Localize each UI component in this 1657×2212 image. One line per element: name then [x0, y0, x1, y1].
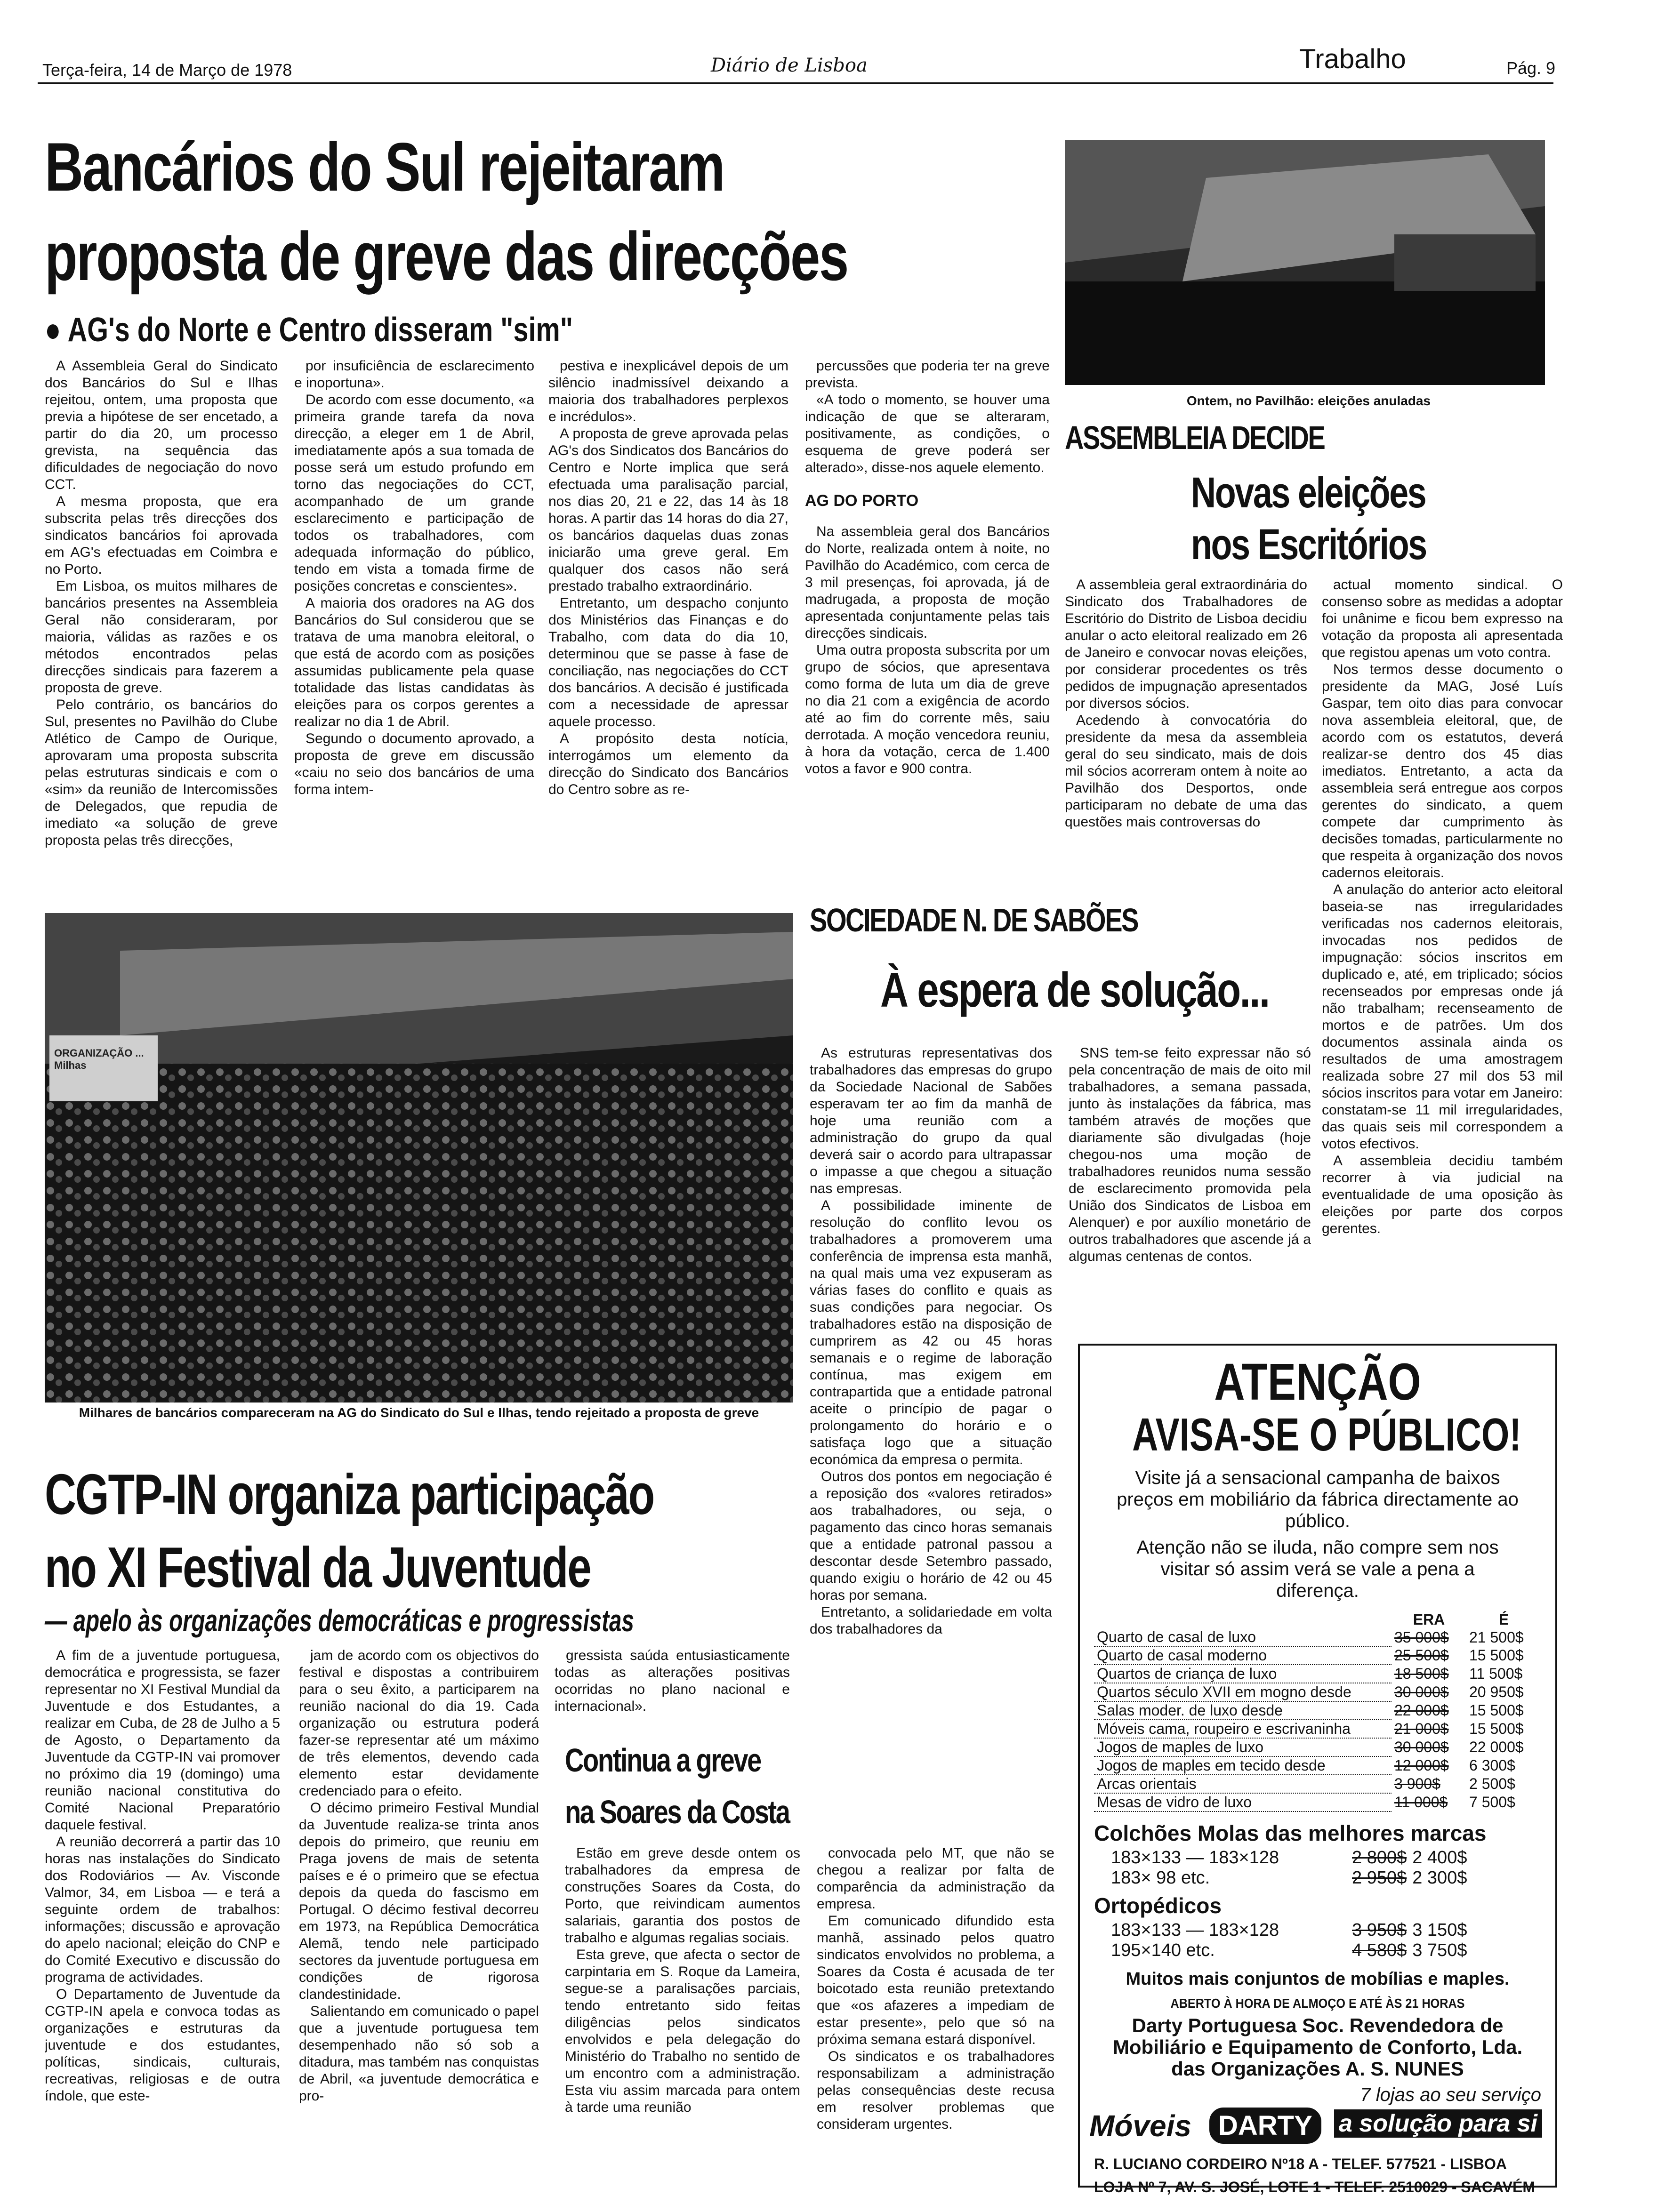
escritorios-headline-2: nos Escritórios	[1191, 521, 1426, 569]
bancarios-col-1	[45, 358, 278, 875]
paragraph: A mesma proposta, que era subscrita pelas três direcções dos sindicatos bancários foi aprovada em AG's efectuadas em Coimbra e no Porto.	[45, 494, 278, 577]
soares-headline: na Soares da Costa	[565, 1794, 789, 1830]
paragraph: SNS tem-se feito expressar não só pela concentração de mais de oito mil trabalhadores, a semana passada, junto às instalações da fábrica, mas também através de moções que diariamente são divulgadas (hoje chegou-nos uma moção de trabalhadores reunidos numa sessão de esclarecimento promovida pela União dos Sindicatos de Lisboa em Alenquer) e por auxílio monetário de outros trabalhadores que ascende já a algumas centenas de contos.	[1069, 1045, 1311, 1264]
masthead-rule	[38, 82, 1553, 84]
price-item-name: Quartos de criança de luxo	[1094, 1665, 1392, 1683]
paragraph: gressista saúda entusiasticamente todas as alterações positivas ocorridas no plano nacional e internacional».	[555, 1648, 790, 1714]
cgtp-headline-2: no XI Festival da Juventude	[45, 1535, 591, 1599]
escritorios-photo	[1065, 140, 1545, 385]
price-item-name: Quarto de casal de luxo	[1094, 1628, 1392, 1646]
paragraph: Os sindicatos e os trabalhadores responsabilizam a administração pelas consequências deste recusa em resolver problemas que consideram urgentes.	[817, 2049, 1054, 2132]
paragraph: Entretanto, a solidariedade em volta dos trabalhadores da	[810, 1604, 1052, 1637]
saboes-headline: À espera de solução...	[880, 963, 1269, 1018]
price-row	[1094, 1738, 1541, 1756]
paragraph: Outros dos pontos em negociação é a reposição dos «valores retirados» aos trabalhadores, ou seja, o pagamento das cinco horas semanais que a entidade patronal passou a descontar desde Setembro passado, quando exigiu o horário de 42 ou 45 horas por semana.	[810, 1469, 1052, 1603]
soares-col-2	[817, 1845, 1054, 2184]
price-new: 7 500$	[1469, 1794, 1515, 1811]
bancarios-col-3	[548, 358, 788, 875]
paragraph: A fim de a juventude portuguesa, democrática e progressista, se fazer representar no XI Festival Mundial da Juventude e dos Estudantes, a realizar em Cuba, de 28 de Julho a 5 de Agosto, o Departamento da Juventude da CGTP-IN vai promover no próximo dia 19 (domingo) uma reunião nacional constitutiva do Comité Nacional Preparatório daquele festival.	[45, 1648, 280, 1833]
paragraph: O Departamento de Juventude da CGTP-IN apela e convoca todas as organizações e estruturas da juventude e dos estudantes, políticas, sindicais, culturais, recreativas, religiosas e de outra índole, que este-	[45, 1987, 280, 2104]
price-old: 11 000$	[1394, 1794, 1448, 1811]
ad-title-1: ATENÇÃO	[1214, 1353, 1421, 1411]
paragraph: A anulação do anterior acto eleitoral baseia-se nas irregularidades verificadas nos cadernos eleitorais, invocadas nos pedidos de impugnação: sócios inscritos em duplicado e, até, em triplicado; sócios recenseados por empresas onde já não trabalham; recenseamento de mortos e de patrões. Um dos documentos assinala ainda os resultados de uma amostragem realizada sobre 27 mil dos 53 mil sócios inscritos para votar em Janeiro: constatam-se 11 mil irregularidades, das quais seis mil correspondem a votos efectivos.	[1322, 882, 1563, 1152]
paragraph: Nos termos desse documento o presidente da MAG, José Luís Gaspar, tem oito dias para convocar nova assembleia eleitoral, que, de acordo com os estatutos, deverá realizar-se dentro dos 45 dias imediatos. Entretanto, a acta da assembleia será entregue aos corpos gerentes do sindicato, a quem compete dar cumprimento às decisões tomadas, particularmente no que respeita à organização dos novos cadernos eleitorais.	[1322, 662, 1563, 881]
bancarios-photo-caption: Milhares de bancários compareceram na AG do Sindicato do Sul e Ilhas, tendo rejeitado a proposta de greve	[79, 1405, 759, 1420]
price-item-name: Mesas de vidro de luxo	[1094, 1793, 1392, 1811]
paragraph: actual momento sindical. O consenso sobre as medidas a adoptar foi unânime e ficou bem expresso na votação da proposta ali apresentada que registou apenas um voto contra.	[1322, 577, 1563, 660]
ad-title-2: AVISA-SE O PÚBLICO!	[1132, 1409, 1521, 1460]
paragraph: jam de acordo com os objectivos do festival e dispostas a contribuirem para o seu êxito, a participarem na reunião nacional do dia 19. Cada organização ou estrutura poderá fazer-se representar até um máximo de três elementos, devendo cada elemento estar devidamente credenciado para o efeito.	[299, 1648, 539, 1799]
paragraph: Esta greve, que afecta o sector de carpintaria em S. Roque da Lameira, segue-se a paralisações parciais, tendo entretanto sido feitas diligências pelos sindicatos envolvidos e pela delegação do Ministério do Trabalho no sentido de um encontro com a administração. Esta viu assim marcada para ontem à tarde uma reunião	[565, 1947, 800, 2115]
cgtp-headline-1: CGTP-IN organiza participação	[45, 1462, 654, 1526]
price-new: 22 000$	[1469, 1739, 1524, 1755]
price-row	[1094, 1701, 1541, 1720]
bancarios-assembly-photo	[45, 913, 793, 1403]
price-new: 2 500$	[1469, 1775, 1515, 1792]
price-old: 25 500$	[1394, 1647, 1449, 1664]
paragraph: pestiva e inexplicável depois de um silêncio inadmissível deixando a maioria dos trabalhadores perplexos e incrédulos».	[548, 358, 788, 425]
price-item-name: Arcas orientais	[1094, 1775, 1392, 1793]
price-new: 15 500$	[1469, 1720, 1524, 1737]
price-old: 4 580$	[1352, 1940, 1407, 1960]
paragraph: De acordo com esse documento, «a primeira grande tarefa da nova direcção, a eleger em 1 de Abril, imediatamente após a sua tomada de posse será um estudo profundo em torno das negociações do CCT, acompanhado de um grande esclarecimento e participação de todos os trabalhadores, com adequada informação do público, tendo em vista a tomada firme de posições concretas e conscientes».	[294, 392, 534, 594]
price-new: 3 150$	[1412, 1920, 1467, 1940]
paragraph: A Assembleia Geral do Sindicato dos Bancários do Sul e Ilhas rejeitou, ontem, uma proposta que previa a hipótese de ser encetado, a partir do dia 20, um processo grevista, na sequência das dificuldades de negociação do novo CCT.	[45, 358, 278, 492]
paragraph: As estruturas representativas dos trabalhadores das empresas do grupo da Sociedade Nacional de Sabões esperavam ter ao fim da manhã de hoje uma reunião com a administração do grupo da qual deverá sair o acordo para ultrapassar o impasse a que chegou a situação nas empresas.	[810, 1045, 1052, 1196]
cgtp-col-1	[45, 1647, 280, 2184]
ad-company-2: Mobiliário e Equipamento de Conforto, Lda.	[1112, 2036, 1523, 2058]
darty-logo: DARTY	[1209, 2108, 1321, 2144]
colchoes-row	[1108, 1848, 1470, 1868]
price-old: 35 000$	[1394, 1628, 1449, 1646]
price-row	[1094, 1683, 1541, 1701]
price-item-name: Móveis cama, roupeiro e escrivaninha	[1094, 1720, 1392, 1738]
price-new: 3 750$	[1412, 1940, 1467, 1960]
escritorios-col-1	[1065, 577, 1307, 897]
ad-company-3: das Organizações A. S. NUNES	[1171, 2058, 1464, 2080]
price-item-name: Jogos de maples de luxo	[1094, 1738, 1392, 1756]
paragraph: Salientando em comunicado o papel que a juventude portuguesa tem desempenhado não só sob a ditadura, mas também nas conquistas de Abril, «a juventude democrática e pro-	[299, 2004, 539, 2104]
paragraph: A maioria dos oradores na AG dos Bancários do Sul considerou que se tratava de uma manobra eleitoral, o que está de acordo com as posições assumidas publicamente pela quase totalidade das listas candidatas às eleições para os corpos gerentes a realizar no dia 1 de Abril.	[294, 595, 534, 729]
ad-stores: 7 lojas ao seu serviço	[1360, 2084, 1541, 2105]
paragraph: A possibilidade iminente de resolução do conflito levou os trabalhadores a promoverem uma conferência de imprensa esta manhã, na qual mais uma vez expuseram as várias fases do conflito e quais as suas condições para negociar. Os trabalhadores estão na disposição de cumprirem as 42 ou 45 horas semanais e o regime de laboração contínua, mas exigem em contrapartida que a entidade patronal aceite o princípio de pagar o prolongamento do horário e o satisfaça logo que a situação económica da empresa o permita.	[810, 1198, 1052, 1467]
paragraph: por insuficiência de esclarecimento e inoportuna».	[294, 358, 534, 391]
paragraph: A propósito desta notícia, interrogámos um elemento da direcção do Sindicato dos Bancários do Centro sobre as re-	[548, 731, 788, 797]
size: 195×140 etc.	[1111, 1940, 1215, 1960]
size: 183×133 — 183×128	[1111, 1920, 1279, 1940]
price-new: 2 400$	[1412, 1848, 1467, 1867]
orto-row	[1108, 1940, 1470, 1961]
bancarios-col-4	[805, 358, 1050, 875]
paragraph: A assembleia decidiu também recorrer à via judicial na eventualidade de uma oposição às eleições por parte dos corpos gerentes.	[1322, 1153, 1563, 1236]
escritorios-kicker: ASSEMBLEIA DECIDE	[1065, 419, 1325, 456]
price-new: 21 500$	[1469, 1628, 1524, 1646]
price-item-name: Jogos de maples em tecido desde	[1094, 1756, 1392, 1775]
paragraph: Em Lisboa, os muitos milhares de bancários presentes na Assembleia Geral não consideraram, por maioria, válidas as razões e os métodos encontrados pelas direcções sindicais para fazerem a proposta de greve.	[45, 578, 278, 696]
soares-kicker: Continua a greve	[565, 1742, 761, 1779]
paragraph: Segundo o documento aprovado, a proposta de greve em discussão «caiu no seio dos bancários de uma forma intem-	[294, 731, 534, 797]
masthead-page-number: Pág. 9	[1506, 58, 1556, 78]
paragraph: Uma outra proposta subscrita por um grupo de sócios, que apresentava como forma de luta um dia de greve no dia 21 com a exigência de acordo até ao fim do corrente mês, saiu derrotada. A moção vencedora reuniu, à hora da votação, cerca de 1.400 votos a favor e 900 contra.	[805, 642, 1050, 777]
ad-company-1: Darty Portuguesa Soc. Revendedora de	[1132, 2014, 1504, 2036]
price-old: 12 000$	[1394, 1757, 1449, 1774]
paragraph: A proposta de greve aprovada pelas AG's dos Sindicatos dos Bancários do Centro e Norte implica que será efectuada uma paralisação parcial, nos dias 20, 21 e 22, das 14 às 18 horas. A partir das 14 horas do dia 27, os bancários daquelas duas zonas iniciarão uma greve geral. Em qualquer dos casos não será prestado trabalho extraordinário.	[548, 426, 788, 594]
paragraph: Estão em greve desde ontem os trabalhadores da empresa de construções Soares da Costa, do Porto, que reivindicam aumentos salariais, garantia dos postos de trabalho e algumas regalias sociais.	[565, 1845, 800, 1946]
paragraph: Entretanto, um despacho conjunto dos Ministérios das Finanças e do Trabalho, com data do dia 10, determinou que se passe à fase de conciliação, nas negociações do CCT dos bancários. A decisão é justificada com a necessidade de apressar aquele processo.	[548, 595, 788, 729]
masthead-paper-name: Diário de Lisboa	[711, 55, 868, 76]
porto-subhead: AG DO PORTO	[805, 492, 919, 510]
saboes-col-2	[1069, 1045, 1311, 1337]
saboes-col-1	[810, 1045, 1052, 1718]
ad-warning: Atenção não se iluda, não compre sem nos visitar só assim verá se vale a pena a diferença.	[1136, 1537, 1499, 1601]
price-old: 21 000$	[1394, 1720, 1449, 1737]
ad-address-2: LOJA Nº 7, AV. S. JOSÉ, LOTE 1 - TELEF. 2510029 - SACAVÉM	[1094, 2179, 1535, 2196]
bancarios-col-2	[294, 358, 534, 875]
price-item-name: Salas moder. de luxo desde	[1094, 1701, 1392, 1720]
ortopedicos-table	[1108, 1920, 1470, 1961]
paragraph: Acedendo à convocatória do presidente da mesa da assembleia geral do seu sindicato, mais de dois mil sócios acorreram ontem à noite ao Pavilhão dos Desportos, onde participaram no debate de uma das questões mais controversas do	[1065, 713, 1307, 830]
darty-logo-strip	[1089, 2108, 1546, 2145]
price-old: 18 500$	[1394, 1665, 1449, 1682]
price-new: 15 500$	[1469, 1702, 1524, 1719]
photo-banner-text: ORGANIZAÇÃO ... Milhas	[54, 1047, 144, 1071]
size: 183×133 — 183×128	[1111, 1848, 1279, 1867]
cgtp-col-2	[299, 1647, 539, 2184]
ad-more: Muitos mais conjuntos de mobílias e maples.	[1126, 1969, 1510, 1989]
price-old: 30 000$	[1394, 1739, 1449, 1755]
paragraph: A assembleia geral extraordinária do Sindicato dos Trabalhadores de Escritório do Distrito de Lisboa decidiu anular o acto eleitoral realizado em 26 de Janeiro e convocar novas eleições, por considerar procedentes os três pedidos de impugnação apresentados por diversos sócios.	[1065, 577, 1307, 711]
masthead-section: Trabalho	[1299, 44, 1406, 74]
price-row	[1094, 1665, 1541, 1683]
price-new: 15 500$	[1469, 1647, 1524, 1664]
price-row	[1094, 1720, 1541, 1738]
paragraph: Na assembleia geral dos Bancários do Norte, realizada ontem à noite, no Pavilhão do Académico, com cerca de 3 mil presenças, foi aprovada, já de madrugada, a proposta de moção apresentada conjuntamente pelas tais direcções sindicais.	[805, 524, 1050, 641]
ortopedicos-heading: Ortopédicos	[1094, 1893, 1222, 1918]
price-table	[1094, 1611, 1541, 1812]
cgtp-col-3	[555, 1647, 790, 1718]
colchoes-heading: Colchões Molas das melhores marcas	[1094, 1821, 1487, 1845]
price-old: 3 900$	[1394, 1775, 1440, 1792]
ad-hours: ABERTO À HORA DE ALMOÇO E ATÉ ÀS 21 HORAS	[1170, 1996, 1465, 2011]
price-old: 2 800$	[1352, 1848, 1407, 1867]
size: 183× 98 etc.	[1111, 1868, 1210, 1888]
price-old: 22 000$	[1394, 1702, 1449, 1719]
price-old: 2 950$	[1352, 1868, 1407, 1888]
price-row	[1094, 1646, 1541, 1665]
price-new: 2 300$	[1412, 1868, 1467, 1888]
masthead-date: Terça-feira, 14 de Março de 1978	[42, 60, 292, 80]
orto-row	[1108, 1920, 1470, 1940]
price-new: 11 500$	[1469, 1665, 1523, 1682]
paragraph: percussões que poderia ter na greve prevista.	[805, 358, 1050, 391]
ad-intro: Visite já a sensacional campanha de baixos preços em mobiliário da fábrica directamente ao público.	[1117, 1467, 1519, 1531]
price-row	[1094, 1628, 1541, 1646]
paragraph: convocada pelo MT, que não se chegou a realizar por falta de comparência da administração da empresa.	[817, 1845, 1054, 1912]
paragraph: «A todo o momento, se houver uma indicação de que se alteraram, positivamente, as condições, o esquema de greve poderá ser alterado», disse-nos aquele elemento.	[805, 392, 1050, 475]
price-item-name: Quarto de casal moderno	[1094, 1646, 1392, 1665]
escritorios-photo-caption: Ontem, no Pavilhão: eleições anuladas	[1186, 393, 1431, 408]
paragraph: A reunião decorrerá a partir das 10 horas nas instalações do Sindicato dos Rodoviários — Av. Visconde Valmor, 34, em Lisboa — e terá a seguinte ordem de trabalhos: informações; discussão e aprovação do apelo nacional; eleição do CNP e do Comité Executivo e discussão do programa de actividades.	[45, 1834, 280, 1985]
soares-col-1	[565, 1845, 800, 2184]
bullet-icon: ●	[45, 311, 68, 349]
price-new: 6 300$	[1469, 1757, 1515, 1774]
price-row	[1094, 1756, 1541, 1775]
price-item-name: Quartos século XVII em mogno desde	[1094, 1683, 1392, 1701]
cgtp-subtitle: — apelo às organizações democráticas e progressistas	[45, 1603, 634, 1638]
ad-address-1: R. LUCIANO CORDEIRO Nº18 A - TELEF. 577521 - LISBOA	[1094, 2156, 1507, 2172]
logo-slogan: a solução para si	[1334, 2109, 1542, 2138]
escritorios-headline-1: Novas eleições	[1191, 469, 1426, 517]
bancarios-subheadline-text: AG's do Norte e Centro disseram "sim"	[67, 311, 573, 349]
bancarios-headline-2: proposta de greve das direcções	[45, 218, 848, 295]
price-old: 3 950$	[1352, 1920, 1407, 1940]
logo-moveis: Móveis	[1089, 2109, 1191, 2143]
colchoes-row	[1108, 1868, 1470, 1888]
col-header-era: ERA	[1413, 1611, 1445, 1628]
saboes-kicker: SOCIEDADE N. DE SABÕES	[810, 902, 1138, 938]
bancarios-subheadline	[45, 311, 573, 349]
paragraph: Em comunicado difundido esta manhã, assinado pelos quatro sindicatos envolvidos no problema, a Soares da Costa é acusada de ter boicotado esta reunião pretextando que «os afazeres a impediam de estar presente», pelo que só na próxima semana estará disponível.	[817, 1913, 1054, 2047]
bancarios-headline-1: Bancários do Sul rejeitaram	[45, 128, 724, 205]
price-old: 30 000$	[1394, 1683, 1449, 1700]
escritorios-col-2	[1322, 577, 1563, 1273]
paragraph: O décimo primeiro Festival Mundial da Juventude realiza-se trinta anos depois do primeiro, que reuniu em Praga jovens de mais de setenta países e é o primeiro que se efectua depois da queda do fascismo em Portugal. O décimo festival decorreu em 1973, na República Democrática Alemã, tendo nele participado sectores da juventude portuguesa em condições de rigorosa clandestinidade.	[299, 1800, 539, 2002]
colchoes-table	[1108, 1848, 1470, 1888]
paragraph: Pelo contrário, os bancários do Sul, presentes no Pavilhão do Clube Atlético de Campo de Ourique, aprovaram uma proposta subscrita pelas estruturas sindicais e com o «sim» da reunião de Intercomissões de Delegados, que repudia de imediato «a solução de greve proposta pelas três direcções,	[45, 697, 278, 848]
col-header-now: É	[1498, 1611, 1509, 1628]
darty-advertisement	[1078, 1344, 1557, 2196]
price-row	[1094, 1793, 1541, 1811]
price-row	[1094, 1775, 1541, 1793]
price-new: 20 950$	[1469, 1683, 1524, 1700]
